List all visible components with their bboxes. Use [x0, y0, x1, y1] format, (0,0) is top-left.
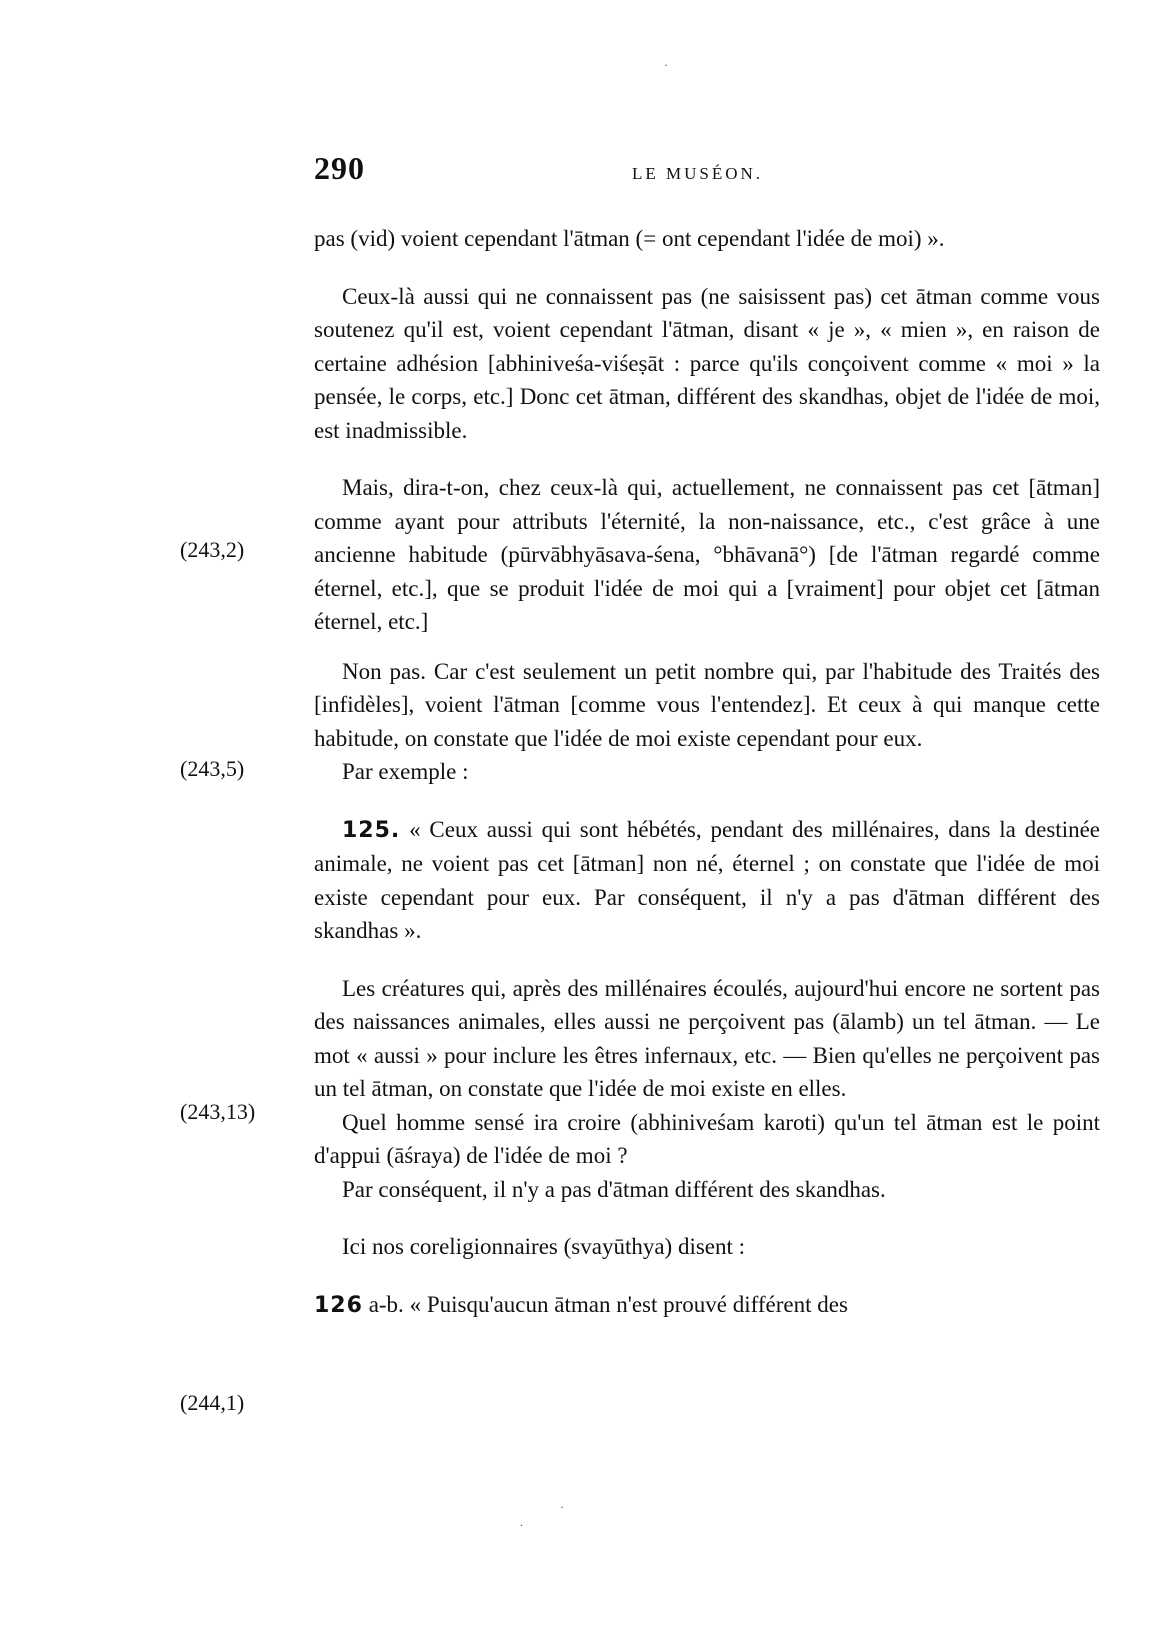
margin-reference: (244,1) [180, 1390, 245, 1415]
verse-number: 125. [342, 817, 401, 843]
margin-reference: (243,5) [180, 756, 245, 781]
paragraph: Les créatures qui, après des millénaires écoulés, aujourd'hui encore ne sortent pas des naissances animales, elles aussi ne perçoivent pas (ālamb) un tel ātman. — Le mot « aussi » pour inclure les êtres infernaux, etc. — Bien qu'elles ne perçoivent pas un tel ātman, on constate que l'idée de moi existe en elles. [314, 975, 1100, 1101]
verse-paragraph [314, 813, 1100, 948]
body-text [314, 222, 1100, 1322]
margin-reference: (243,2) [180, 537, 245, 562]
speck-mark: · [560, 1500, 564, 1514]
verse-number: 126 [314, 1292, 363, 1318]
paragraph: Par conséquent, il n'y a pas d'ātman différent des skandhas. [342, 1176, 886, 1202]
speck-mark: · [664, 58, 668, 72]
verse-part: a-b. [368, 1291, 404, 1317]
verse-paragraph [314, 1288, 1100, 1323]
speck-mark: . [520, 1515, 523, 1529]
paragraph: Quel homme sensé ira croire (abhiniveśam karoti) qu'un tel ātman est le point d'appui (āśraya) de l'idée de moi ? [314, 1109, 1100, 1168]
paragraph: pas (vid) voient cependant l'ātman (= ont cependant l'idée de moi) ». [314, 226, 945, 251]
margin-reference: (243,13) [180, 1099, 256, 1124]
paragraph: Ceux-là aussi qui ne connaissent pas (ne saisissent pas) cet ātman comme vous soutenez qu'il est, voient cependant l'ātman, disant « je », « mien », en raison de certaine adhésion [abhiniveśa-viśeṣāt : parce qu'ils conçoivent comme « moi » la pensée, le corps, etc.] Donc cet ātman, différent des skandhas, objet de l'idée de moi, est inadmissible. [314, 283, 1100, 443]
paragraph: Non pas. Car c'est seulement un petit nombre qui, par l'habitude des Traités des [infidèles], voient l'ātman [comme vous l'entendez]. Et ceux à qui manque cette habitude, on constate que l'idée de moi existe cependant pour eux. [314, 658, 1100, 751]
verse-text: « Puisqu'aucun ātman n'est prouvé différent des [409, 1291, 848, 1317]
page-number: 290 [314, 150, 365, 186]
verse-text: « Ceux aussi qui sont hébétés, pendant des millénaires, dans la destinée animale, ne voient pas cet [ātman] non né, éternel ; on constate que l'idée de moi existe cependant pour eux. Par conséquent, il n'y a pas d'ātman différent des skandhas ». [314, 816, 1101, 943]
paragraph: Mais, dira-t-on, chez ceux-là qui, actuellement, ne connaissent pas cet [ātman] comme ayant pour attributs l'éternité, la non-naissance, etc., c'est grâce à une ancienne habitude (pūrvābhyāsava-śena, °bhāvanā°) [de l'ātman regardé comme éternel, etc.], que se produit l'idée de moi qui a [vraiment] pour objet cet [ātman éternel, etc.] [314, 475, 1100, 634]
running-title: LE MUSÉON. [632, 164, 764, 183]
page-header [0, 150, 1164, 200]
paragraph: Ici nos coreligionnaires (svayūthya) disent : [342, 1234, 746, 1259]
paragraph: Par exemple : [342, 759, 469, 784]
